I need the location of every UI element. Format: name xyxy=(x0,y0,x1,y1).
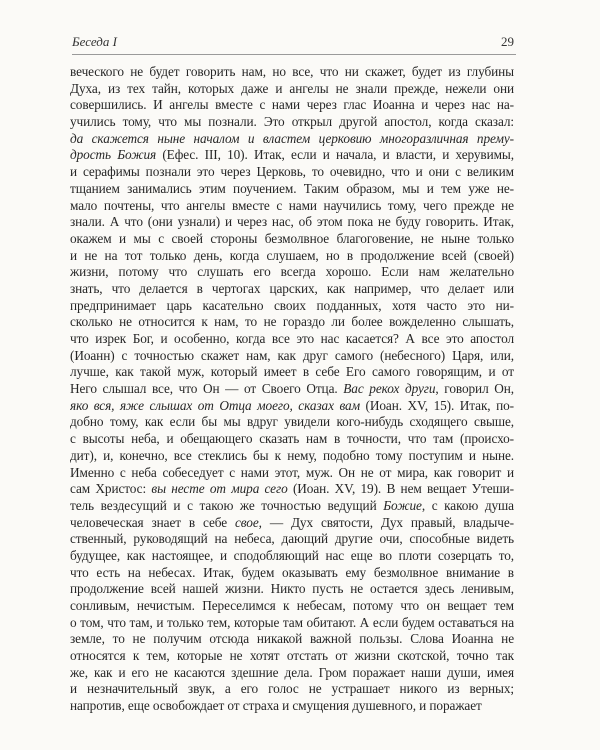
text-segment: , с какою душа xyxy=(421,497,514,513)
page-number: 29 xyxy=(501,34,514,49)
text-line xyxy=(70,698,514,715)
text-line xyxy=(70,164,514,181)
text-segment: (Иоанн) с точностью скажет нам, как друг самого (небесного) Царя, или, xyxy=(70,347,514,363)
text-segment: (Иоан. XV, 15). Итак, по- xyxy=(359,397,514,413)
text-segment: относятся к тем, которые не хотят отстать от жизни скотской, точно так xyxy=(70,648,514,664)
text-line xyxy=(70,598,514,615)
text-line xyxy=(70,97,514,114)
text-segment: ственный, руководящий на небеса, дающий другие очи, способные видеть xyxy=(70,531,514,547)
text-segment: сколько не относится к нам, то не гораздо ли более вожделенно слышать, xyxy=(70,314,514,330)
text-segment: предпринимает царь касательно своих подданных, хотя часто это ни- xyxy=(70,297,514,313)
text-line xyxy=(70,548,514,565)
text-line xyxy=(70,581,514,598)
text-line xyxy=(70,81,514,98)
text-segment: , — Дух святости, Дух правый, владыче- xyxy=(258,514,514,530)
text-segment: тщанием занимались этим поучением. Таким образом, мы и тем уже не- xyxy=(70,180,514,196)
text-segment: сонливым, нечистым. Переселимся к небесам, потому что он вещает тем xyxy=(70,598,514,613)
text-line xyxy=(70,181,514,198)
text-line xyxy=(70,515,514,532)
text-segment: и серафимы познали это через Церковь, то очевидно, что и они с великим xyxy=(70,164,514,180)
text-line xyxy=(70,364,514,381)
text-line xyxy=(70,431,514,448)
text-segment: сам Христос: xyxy=(70,481,152,497)
text-segment: лучше, как такой муж, который имеет в себе Его самого говорящим, и от xyxy=(70,364,514,380)
text-line xyxy=(70,314,514,331)
text-segment: с высоты неба, и обещающего сказать нам в точности, что там (происхо- xyxy=(70,431,514,447)
text-segment: жизни, потому что слушать его всегда хорошо. Если нам желательно xyxy=(70,264,514,280)
text-line xyxy=(70,114,514,131)
text-line xyxy=(70,147,514,164)
text-segment: человеческая знает в себе xyxy=(70,514,235,530)
italic-quote: вы несте от мира сего xyxy=(151,481,288,497)
text-segment: что изрек Бог, и особенно, когда все это нас касается? А все это апостол xyxy=(70,331,514,346)
text-segment: знали. А что (они узнали) и через нас, об этом пока не буду говорить. Итак, xyxy=(70,214,514,230)
text-segment: что есть на небесах. Итак, будем оказывать ему безмолвное внимание в xyxy=(70,564,514,580)
text-segment: будущее, как настоящее, и сподобляющий нас еще во плоти созерцать то, xyxy=(70,547,514,563)
text-segment: и не на тот только день, когда слушаем, но в продолжение всей (своей) xyxy=(70,247,514,263)
text-segment: Духа, из тех тайн, которых даже и ангелы не знали прежде, нежели они xyxy=(70,80,514,96)
text-line xyxy=(70,448,514,465)
text-line xyxy=(70,214,514,231)
text-line xyxy=(70,398,514,415)
text-line xyxy=(70,565,514,582)
text-segment: добно тому, как если бы мы вдруг увидели кого-нибудь сходящего свыше, xyxy=(70,414,514,430)
text-segment: (Ефес. III, 10). Итак, если и начала, и власти, и херувимы, xyxy=(156,147,514,163)
text-segment: земле, то не получим отсюда никакой важной пользы. Слова Иоанна не xyxy=(70,631,514,647)
italic-quote: Вас рекох други xyxy=(343,381,436,397)
text-line xyxy=(70,665,514,682)
italic-quote: Божие xyxy=(383,497,422,513)
text-segment: учились тому, что мы познали. Это открыл другой апостол, когда сказал: xyxy=(70,114,514,130)
text-line xyxy=(70,381,514,398)
italic-quote: яко вся, яже слышах от Отца моего, сказах вам xyxy=(70,397,360,413)
text-line xyxy=(70,348,514,365)
text-line xyxy=(70,465,514,482)
text-segment: (Иоан. XV, 19). В нем вещает Утеши- xyxy=(287,481,514,497)
text-segment: совершились. И ангелы вместе с нами через глас Иоанна и через нас на- xyxy=(70,97,514,113)
text-line xyxy=(70,64,514,81)
text-segment: и незначительный звук, а его голос не устрашает никого из верных; xyxy=(70,681,514,697)
text-line xyxy=(70,615,514,632)
text-line xyxy=(70,231,514,248)
text-line xyxy=(70,481,514,498)
text-line xyxy=(70,264,514,281)
text-line xyxy=(70,331,514,348)
running-head: Беседа I xyxy=(72,34,117,49)
text-line xyxy=(70,131,514,148)
italic-quote: свое xyxy=(235,514,259,530)
text-line xyxy=(70,681,514,698)
text-segment: Него слышал все, что Он — от Своего Отца. xyxy=(70,381,344,397)
italic-quote: да скажется ныне началом и властем церковию многоразличная прему- xyxy=(70,130,514,146)
text-line xyxy=(70,198,514,215)
text-line xyxy=(70,531,514,548)
text-segment: тель вездесущий и с такою же точностью ведущий xyxy=(70,497,384,513)
text-segment: знать, что делается в чертогах царских, как например, что делает или xyxy=(70,280,514,296)
italic-quote: дрость Божия xyxy=(70,147,157,163)
text-line xyxy=(70,631,514,648)
text-segment: напротив, еще освобождает от страха и смущения душевного, и поражает xyxy=(70,698,482,714)
text-line xyxy=(70,414,514,431)
text-line xyxy=(70,648,514,665)
text-segment: окажем и мы с своей стороны безмолвное благоговение, не ныне только xyxy=(70,230,514,246)
text-segment: о том, что там, и только тем, которые там обитают. А если будем оставаться на xyxy=(70,614,514,630)
text-line xyxy=(70,248,514,265)
text-segment: , говорил Он, xyxy=(435,381,514,397)
text-segment: веческого не будет говорить нам, но все, что ни скажет, будет из глубины xyxy=(70,64,514,79)
text-line xyxy=(70,281,514,298)
text-segment: мало почтены, что ангелы вместе с нами научились тому, чего прежде не xyxy=(70,197,514,213)
page-header xyxy=(72,34,516,55)
text-segment: же, как и его не касаются здешние дела. Гром поражает наши души, имея xyxy=(70,664,514,680)
text-segment: продолжение всей нашей жизни. Никто пусть не остается здесь ленивым, xyxy=(70,581,514,597)
text-segment: Именно с неба собеседует с нами этот, муж. Он не от мира, как говорит и xyxy=(70,464,514,480)
body-text xyxy=(70,64,514,715)
text-line xyxy=(70,498,514,515)
text-line xyxy=(70,298,514,315)
text-segment: дит), и, конечно, все стеклись бы к нему, подобно тому поступим и ныне. xyxy=(70,447,514,463)
